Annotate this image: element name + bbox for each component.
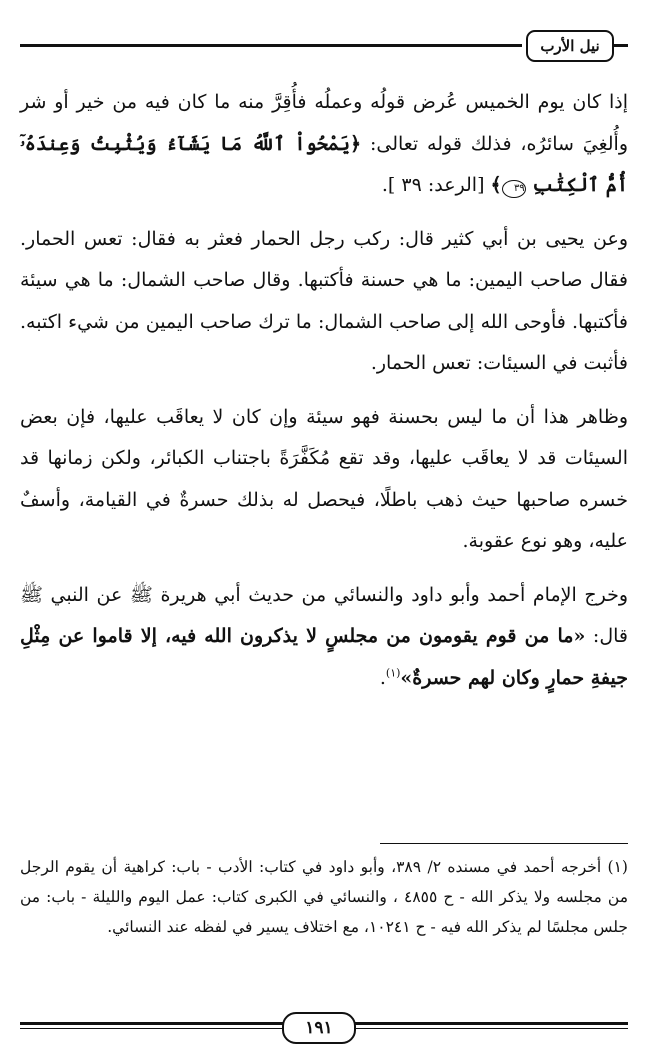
paragraph-2: وعن يحيى بن أبي كثير قال: ركب رجل الحمار فعثر به فقال: تعس الحمار. فقال صاحب اليمين: ما هي حسنة فأكتبها. وقال صاحب الشمال: ما هي سيئة فأكتبها. فأوحى الله إلى صاحب الشمال: ما ترك صاحب اليمين من شيء اكتبه. فأثبت في السيئات: تعس الحمار. (20, 227, 628, 374)
main-text (20, 82, 628, 711)
footnote-1: (١) أخرجه أحمد في مسنده ٢/ ٣٨٩، وأبو داود في كتاب: الأدب - باب: كراهية أن يقوم الرجل من مجلسه ولا يذكر الله - ح ٤٨٥٥ ، والنسائي في الكبرى كتاب: عمل اليوم والليلة - باب: من جلس مجلسًا لم يذكر الله فيه - ح ١٠٢٤١، مع اختلاف يسير في لفظه عند النسائي. (20, 858, 628, 936)
paragraph-4-end: . (379, 666, 386, 689)
verse-number-marker: ٣٩ (502, 180, 526, 198)
verse-reference: [الرعد: ٣٩ ]. (381, 174, 491, 196)
header-tick (614, 44, 628, 47)
footnote-marker: (١) (385, 666, 401, 680)
running-title: نيل الأرب (526, 30, 614, 62)
verse-close-bracket: ﴾ (490, 174, 502, 196)
paragraph-4 (20, 575, 628, 700)
paragraph-4-text: وخرج الإمام أحمد وأبو داود والنسائي من حديث أبي هريرة ﷺ عن النبي ﷺ قال: (20, 583, 628, 647)
hadith-quote: «ما من قوم يقومون من مجلسٍ لا يذكرون الله فيه، إلا قاموا عن مِثْلِ جيفةِ حمارٍ وكان لهم حسرةٌ» (20, 625, 628, 689)
paragraph-3: وظاهر هذا أن ما ليس بحسنة فهو سيئة وإن كان لا يعاقَب عليها، فإن بعض السيئات قد لا يعاقَب عليها، وقد تقع مُكَفَّرَةً باجتناب الكبائر، ولكن زمانها قد خسره صاحبها حيث ذهب باطلًا، فيحصل له بذلك حسرةٌ في القيامة، وأسفٌ عليه، وهو نوع عقوبة. (20, 405, 628, 552)
paragraph-1-text: إذا كان يوم الخميس عُرض قولُه وعملُه فأُقِرَّ منه ما كان فيه من خير أو شر وأُلغِيَ سائرُه، فذلك قوله تعالى: (20, 91, 629, 155)
paragraph-1 (20, 82, 628, 207)
page-number: ١٩١ (282, 1012, 356, 1044)
header-rule (20, 44, 522, 47)
footnote-separator (380, 843, 628, 844)
verse-text: ﴿يَمْحُواْ ٱللَّهُ مَا يَشَآءُ وَيُثْبِتُ وَعِندَهُۥٓ أُمُّ ٱلْكِتَٰبِ (20, 132, 628, 196)
